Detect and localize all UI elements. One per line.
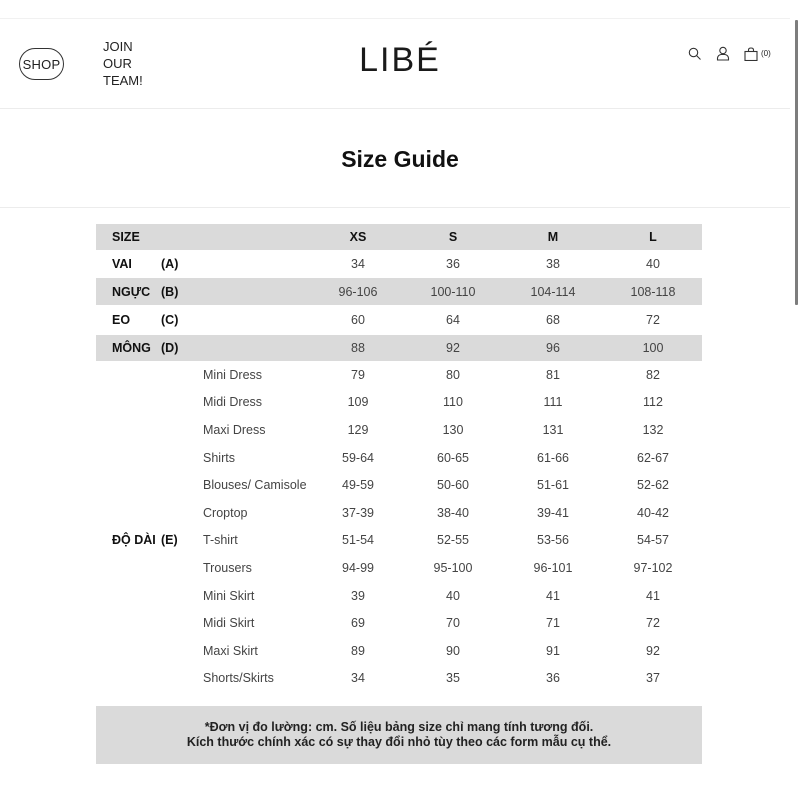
value-cell: 109 — [347, 395, 369, 410]
value-cell: 104-114 — [530, 284, 576, 299]
value-cell: 51-54 — [342, 533, 374, 548]
value-cell: 131 — [542, 422, 564, 437]
value-cell: 95-100 — [433, 560, 473, 575]
table-header-row — [96, 224, 702, 250]
value-cell: 70 — [446, 616, 460, 631]
table-row — [96, 335, 702, 361]
value-cell: 61-66 — [537, 450, 569, 465]
garment-label: Shorts/Skirts — [203, 671, 274, 686]
value-cell: 60 — [351, 313, 365, 327]
value-cell: 130 — [442, 422, 464, 437]
size-s-header: S — [448, 230, 458, 244]
value-cell: 94-99 — [342, 560, 374, 575]
length-label: ĐỘ DÀI — [112, 533, 156, 548]
table-row — [96, 361, 702, 389]
size-guide-table — [96, 224, 702, 692]
user-icon[interactable] — [716, 46, 730, 61]
value-cell: 91 — [546, 643, 560, 658]
value-cell: 96-106 — [338, 284, 378, 299]
title-divider — [0, 207, 790, 208]
cart-icon[interactable] — [744, 47, 758, 61]
join-line: TEAM! — [103, 73, 143, 88]
value-cell: 35 — [446, 671, 460, 686]
value-cell: 79 — [351, 367, 365, 382]
header-actions — [688, 46, 771, 61]
value-cell: 40-42 — [637, 505, 669, 520]
value-cell: 38-40 — [437, 505, 469, 520]
value-cell: 100-110 — [430, 284, 476, 299]
garment-label: Shirts — [203, 450, 235, 465]
garment-label: T-shirt — [203, 533, 238, 548]
value-cell: 40 — [646, 257, 660, 271]
value-cell: 52-55 — [437, 533, 469, 548]
value-cell: 111 — [543, 395, 563, 410]
value-cell: 37 — [646, 671, 660, 686]
measure-label: VAI — [112, 257, 132, 271]
join-line: OUR — [103, 56, 132, 71]
table-row — [96, 499, 702, 527]
table-row — [96, 250, 702, 278]
garment-label: Blouses/ Camisole — [203, 478, 307, 493]
note-line-1: *Đơn vị đo lường: cm. Số liệu bảng size chỉ mang tính tương đối. — [204, 720, 594, 734]
garment-label: Croptop — [203, 505, 248, 520]
garment-label: Midi Skirt — [203, 616, 255, 631]
length-section — [96, 361, 702, 692]
search-icon[interactable] — [688, 47, 702, 61]
value-cell: 132 — [642, 422, 664, 437]
size-header: SIZE — [112, 230, 140, 244]
shop-label: SHOP — [22, 56, 61, 72]
value-cell: 69 — [351, 616, 365, 631]
garment-label: Midi Dress — [203, 395, 263, 410]
garment-label: Trousers — [203, 560, 252, 575]
site-header — [0, 18, 790, 109]
table-row — [96, 609, 702, 637]
value-cell: 62-67 — [637, 450, 669, 465]
note-line-2: Kích thước chính xác có sự thay đổi nhỏ tùy theo các form mẫu cụ thể. — [186, 735, 612, 749]
value-cell: 112 — [643, 395, 663, 410]
table-row — [96, 444, 702, 472]
measure-label: NGỰC — [112, 284, 151, 299]
measure-code: (A) — [161, 257, 179, 271]
value-cell: 88 — [351, 341, 365, 355]
value-cell: 37-39 — [342, 505, 374, 520]
value-cell: 72 — [646, 616, 660, 631]
garment-label: Mini Skirt — [203, 588, 255, 603]
value-cell: 36 — [446, 257, 460, 271]
value-cell: 80 — [446, 367, 460, 382]
table-row — [96, 471, 702, 499]
length-code: (E) — [161, 533, 178, 548]
brand-logo[interactable]: LIBÉ — [359, 41, 441, 79]
value-cell: 59-64 — [342, 450, 374, 465]
value-cell: 53-56 — [537, 533, 569, 548]
value-cell: 64 — [446, 313, 460, 327]
value-cell: 60-65 — [437, 450, 469, 465]
value-cell: 41 — [646, 588, 660, 603]
value-cell: 72 — [646, 313, 660, 327]
value-cell: 96 — [546, 341, 560, 355]
value-cell: 110 — [443, 395, 463, 410]
table-row — [96, 582, 702, 610]
measure-code: (B) — [161, 284, 179, 299]
measure-label: MÔNG — [112, 341, 151, 355]
measurement-note — [96, 706, 702, 764]
table-row — [96, 637, 702, 665]
value-cell: 41 — [546, 588, 560, 603]
garment-label: Maxi Dress — [203, 422, 266, 437]
value-cell: 96-101 — [533, 560, 573, 575]
size-m-header: M — [547, 230, 559, 244]
value-cell: 40 — [446, 588, 460, 603]
value-cell: 108-118 — [630, 284, 676, 299]
value-cell: 82 — [646, 367, 660, 382]
value-cell: 52-62 — [637, 478, 669, 493]
value-cell: 129 — [347, 422, 369, 437]
value-cell: 49-59 — [342, 478, 374, 493]
table-row — [96, 389, 702, 417]
table-row — [96, 665, 702, 693]
table-row — [96, 416, 702, 444]
measure-code: (D) — [161, 341, 179, 355]
value-cell: 81 — [546, 367, 560, 382]
measure-label: EO — [112, 313, 131, 327]
value-cell: 89 — [351, 643, 365, 658]
value-cell: 71 — [546, 616, 560, 631]
garment-label: Mini Dress — [203, 367, 263, 382]
size-l-header: L — [649, 230, 657, 244]
value-cell: 51-61 — [537, 478, 569, 493]
garment-label: Maxi Skirt — [203, 643, 258, 658]
value-cell: 100 — [642, 341, 664, 355]
value-cell: 68 — [546, 313, 560, 327]
value-cell: 34 — [351, 257, 365, 271]
table-row — [96, 527, 702, 555]
value-cell: 38 — [546, 257, 560, 271]
value-cell: 34 — [351, 671, 365, 686]
value-cell: 92 — [646, 643, 660, 658]
cart-count: (0) — [761, 49, 771, 58]
value-cell: 39-41 — [537, 505, 569, 520]
value-cell: 39 — [351, 588, 365, 603]
join-line: JOIN — [103, 39, 133, 54]
value-cell: 36 — [546, 671, 560, 686]
value-cell: 90 — [446, 643, 460, 658]
size-xs-header: XS — [349, 230, 367, 244]
value-cell: 54-57 — [637, 533, 669, 548]
value-cell: 97-102 — [633, 560, 673, 575]
value-cell: 92 — [446, 341, 460, 355]
table-row — [96, 554, 702, 582]
page-title: Size Guide — [341, 146, 459, 172]
table-row — [96, 278, 702, 305]
value-cell: 50-60 — [437, 478, 469, 493]
table-row — [96, 305, 702, 335]
measure-code: (C) — [161, 313, 179, 327]
